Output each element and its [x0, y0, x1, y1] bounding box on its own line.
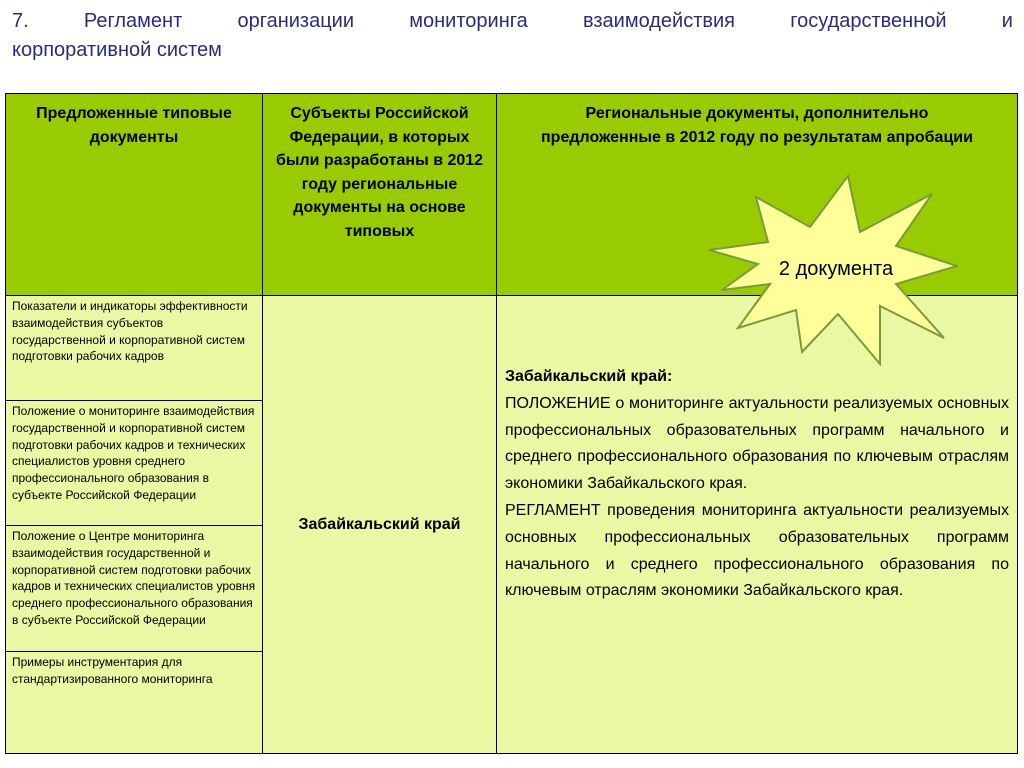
title-word: Регламент	[83, 10, 183, 32]
typical-document: Примеры инструментария для стандартизированного мониторинга	[12, 655, 213, 686]
typical-document: Положение о Центре мониторинга взаимодействия государственной и корпоративной систем подготовки рабочих кадров и технических специалистов уровня среднего профессионального образования в субъекте Российской Федерации	[12, 529, 256, 627]
typical-document: Показатели и индикаторы эффективности взаимодействия субъектов государственной и корпоративной систем подготовки рабочих кадров	[12, 299, 248, 364]
typical-document: Положение о мониторинге взаимодействия государственной и корпоративной систем подготовки рабочих кадров и технических специалистов уровня среднего профессионального образования в субъекте Российской Федерации	[12, 404, 255, 502]
regional-document: ПОЛОЖЕНИЕ о мониторинге актуальности реализуемых основных профессиональных образовательных программ начального и среднего профессионального образования по ключевым отраслям экономики Забайкальского края.	[505, 394, 1009, 493]
header-subjects: Субъекты Российской Федерации, в которых были разработаны в 2012 году региональные документы на основе типовых	[262, 93, 497, 296]
title-word: организации	[237, 10, 355, 32]
title-word: мониторинга	[409, 10, 528, 32]
title-word: взаимодействия	[582, 10, 736, 32]
header-regional-documents: Региональные документы, дополнительно предложенные в 2012 году по результатам апробации	[496, 93, 1018, 296]
subject-cell	[262, 295, 497, 754]
title-line-1	[12, 7, 1013, 36]
regional-region-name: Забайкальский край:	[505, 368, 673, 385]
badge-text: 2 документа	[778, 257, 894, 280]
title-word: и	[1001, 10, 1013, 32]
regional-document: РЕГЛАМЕНТ проведения мониторинга актуальности реализуемых основных профессиональных образовательных программ начального и среднего профессионального образования по ключевым отраслям экономики Забайкальского края.	[505, 501, 1009, 600]
table-row	[5, 651, 263, 754]
table-row	[5, 295, 263, 401]
title-word: государственной	[790, 10, 947, 32]
slide-title	[12, 7, 1013, 65]
title-word: 7.	[12, 10, 29, 32]
table-row	[5, 400, 263, 526]
count-badge	[700, 172, 958, 366]
table-row	[5, 525, 263, 652]
header-typical-documents: Предложенные типовые документы	[5, 93, 263, 296]
subject-name: Забайкальский край	[298, 515, 461, 533]
title-line-2: корпоративной систем	[12, 39, 222, 61]
